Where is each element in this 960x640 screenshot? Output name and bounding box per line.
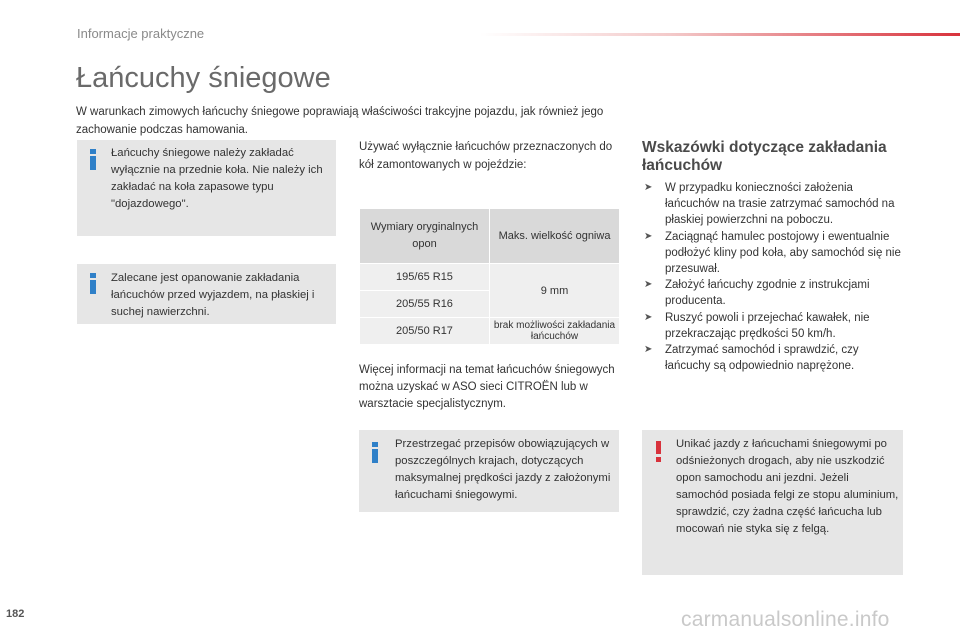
table-header-link-size: Maks. wielkość ogniwa [490, 209, 620, 264]
info-box-text: Łańcuchy śniegowe należy zakładać wyłącznie na przednie koła. Nie należy ich zakładać na koła zapasowe typu "dojazdowego". [111, 147, 323, 210]
info-icon [370, 442, 380, 464]
tips-heading: Wskazówki dotyczące zakładania łańcuchów [642, 139, 887, 174]
arrow-right-icon: ➤ [644, 344, 653, 356]
table-row [360, 264, 620, 291]
section-header: Informacje praktyczne [77, 26, 205, 41]
list-item: ➤ W przypadku konieczności założenia łańcuchów na trasie zatrzymać samochód na płaskiej powierzchni na poboczu. [644, 182, 895, 227]
page-title: Łańcuchy śniegowe [76, 62, 331, 94]
page-number: 182 [6, 608, 25, 620]
warning-box [642, 430, 903, 575]
table-cell-tire-size: 195/65 R15 [360, 264, 490, 291]
info-icon [88, 273, 98, 295]
list-item: ➤ Zatrzymać samochód i sprawdzić, czy łańcuchy są odpowiednio naprężone. [644, 344, 859, 373]
info-box-practice [77, 264, 336, 324]
warning-icon [654, 441, 664, 463]
chains-usage-text: Używać wyłącznie łańcuchów przeznaczonych do kół zamontowanych w pojeździe: [359, 141, 613, 171]
tire-size-table [359, 208, 620, 345]
warning-box-text: Unikać jazdy z łańcuchami śniegowymi po odśnieżonych drogach, aby nie uszkodzić opon samochodu ani jezdni. Jeżeli samochód posiada felgi ze stopu aluminium, sprawdzić, czy żadna część łańcucha lub mocowań nie styka się z felgą. [676, 438, 899, 535]
list-item: ➤ Ruszyć powoli i przejechać kawałek, nie przekraczając prędkości 50 km/h. [644, 311, 870, 340]
table-header-tire-size: Wymiary oryginalnych opon [360, 209, 490, 264]
table-cell-tire-size: 205/55 R16 [360, 291, 490, 318]
table-cell-no-chains: brak możliwości zakładania łańcuchów [490, 318, 620, 345]
info-box-speed-regulations [359, 430, 619, 512]
arrow-right-icon: ➤ [644, 279, 653, 291]
table-cell-tire-size: 205/50 R17 [360, 318, 490, 345]
intro-paragraph: W warunkach zimowych łańcuchy śniegowe poprawiają właściwości trakcyjne pojazdu, jak również jego zachowanie podczas hamowania. [76, 106, 604, 136]
arrow-right-icon: ➤ [644, 311, 653, 323]
info-box-text: Przestrzegać przepisów obowiązujących w poszczególnych krajach, dotyczących maksymalnej prędkości jazdy z założonymi łańcuchami śniegowymi. [395, 438, 611, 501]
list-item: ➤ Zaciągnąć hamulec postojowy i ewentualnie podłożyć kliny pod koła, aby samochód się nie przesuwał. [644, 230, 901, 276]
more-info-paragraph: Więcej informacji na temat łańcuchów śniegowych można uzyskać w ASO sieci CITROËN lub w warsztacie specjalistycznym. [359, 364, 615, 410]
table-row [360, 318, 620, 345]
info-box-front-wheels [77, 140, 336, 236]
tips-list [644, 180, 906, 374]
arrow-right-icon: ➤ [644, 230, 653, 242]
header-divider [480, 33, 960, 36]
arrow-right-icon: ➤ [644, 182, 653, 193]
table-cell-link-size: 9 mm [490, 264, 620, 318]
info-icon [88, 149, 98, 171]
info-box-text: Zalecane jest opanowanie zakładania łańcuchów przed wyjazdem, na płaskiej i suchej nawierzchni. [111, 272, 315, 318]
list-item: ➤ Założyć łańcuchy zgodnie z instrukcjami producenta. [644, 279, 870, 308]
table-header-row [360, 209, 620, 264]
watermark: carmanualsonline.info [681, 608, 890, 631]
